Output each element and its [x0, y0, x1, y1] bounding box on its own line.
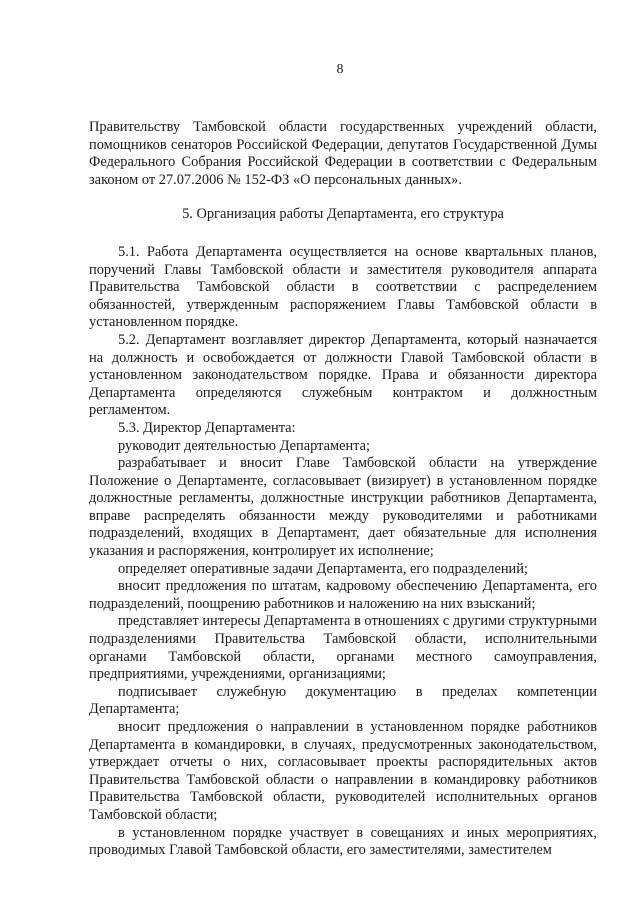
duty-item: определяет оперативные задачи Департамента, его подразделений; — [118, 560, 528, 577]
duty-item: подписывает служебную документацию в пределах компетенции Департамента; — [89, 683, 597, 718]
document-body — [89, 119, 597, 860]
paragraph-5-3: 5.3. Директор Департамента: — [118, 419, 296, 436]
paragraph-5-2: 5.2. Департамент возглавляет директор Департамента, который назначается на должность и освобождается от должности Главой Тамбовской области в установленном законодательством порядке. Права и обязанности директора Департамента определяются служебным контрактом и должностным регламентом. — [89, 331, 597, 419]
duty-item: разрабатывает и вносит Главе Тамбовской области на утверждение Положение о Департаменте, согласовывает (визирует) в установленном порядке должностные регламенты, должностные инструкции работников Департамента, вправе распределять обязанности между руководителями и работниками подразделений, входящих в Департамент, дает обязательные для исполнения указания и распоряжения, контролирует их исполнение; — [89, 455, 597, 560]
page-number: 8 — [336, 62, 344, 77]
duty-item: в установленном порядке участвует в совещаниях и иных мероприятиях, проводимых Главой Тамбовской области, его заместителями, заместителем — [89, 824, 597, 859]
paragraph-5-1: 5.1. Работа Департамента осуществляется на основе квартальных планов, поручений Главы Тамбовской области и заместителя руководителя аппарата Правительства Тамбовской области в соответствии с распределением обязанностей, утвержденным распоряжением Главы Тамбовской области в установленном порядке. — [89, 243, 597, 331]
duty-item: руководит деятельностью Департамента; — [118, 437, 371, 454]
intro-paragraph: Правительству Тамбовской области государственных учреждений области, помощников сенаторов Российской Федерации, депутатов Государственной Думы Федерального Собрания Российской Федерации в соответствии с Федеральным законом от 27.07.2006 № 152-ФЗ «О персональных данных». — [89, 119, 597, 188]
duty-item: представляет интересы Департамента в отношениях с другими структурными подразделениями Правительства Тамбовской области, исполнительными органами Тамбовской области, органами местного самоуправления, предприятиями, учреждениями, организациями; — [89, 613, 597, 683]
section-title: 5. Организация работы Департамента, его структура — [182, 206, 504, 223]
duty-item: вносит предложения о направлении в установленном порядке работников Департамента в командировки, в случаях, предусмотренных законодательством, утверждает отчеты о них, согласовывает проекты распорядительных актов Правительства Тамбовской области о направлении в командировку работников Правительства Тамбовской области, руководителей исполнительных органов Тамбовской области; — [89, 719, 597, 823]
duty-item: вносит предложения по штатам, кадровому обеспечению Департамента, его подразделений, поощрению работников и наложению на них взысканий; — [89, 578, 597, 612]
